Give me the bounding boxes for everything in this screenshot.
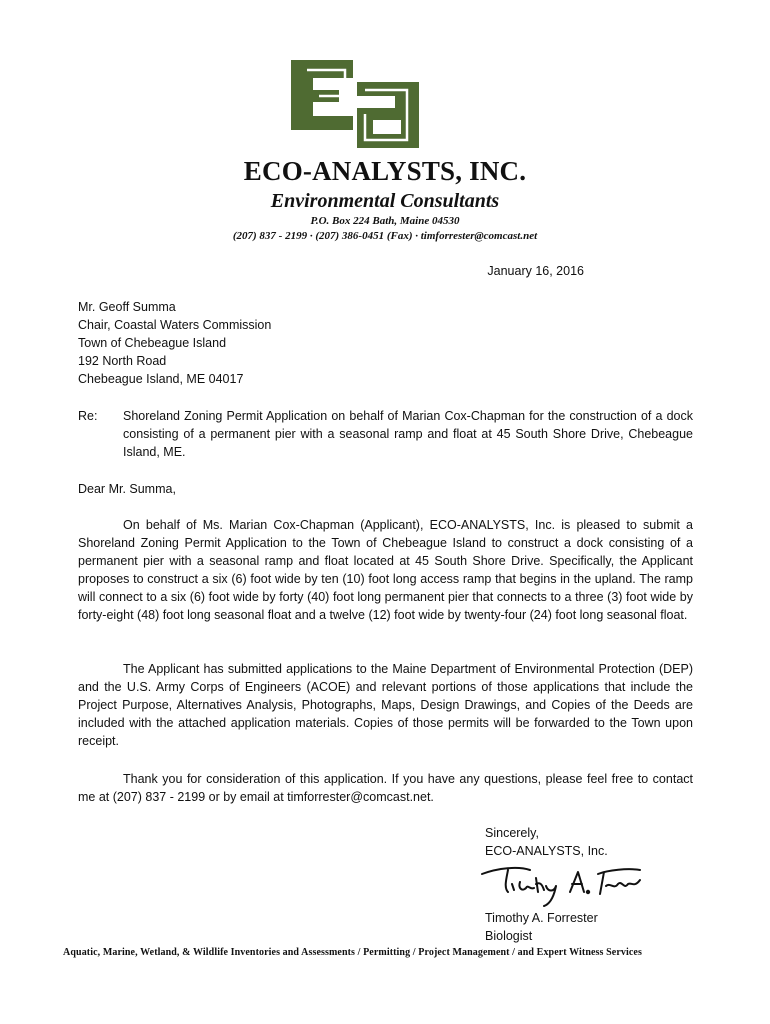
- closing-phrase: Sincerely,: [485, 826, 539, 840]
- body-paragraph: [78, 770, 693, 806]
- signer-name: Timothy A. Forrester: [485, 911, 598, 925]
- signer-block: [485, 909, 598, 945]
- recipient-line: Chebeague Island, ME 04017: [78, 372, 244, 386]
- body-paragraph-text: On behalf of Ms. Marian Cox-Chapman (Applicant), ECO-ANALYSTS, Inc. is pleased to submit a Shoreland Zoning Permit Application to the Town of Chebeague Island to construct a dock consisting of a permanent pier with a seasonal ramp and float located at 45 South Shore Drive. Specifically, the Applicant proposes to construct a six (6) foot wide by ten (10) foot long access ramp that begins in the upland. The ramp will connect to a six (6) foot wide by forty (40) foot long permanent pier that connects to a three (3) foot wide by forty-eight (48) foot long seasonal float and a twelve (12) foot wide by twenty-four (24) foot long seasonal float.: [78, 518, 693, 622]
- body-paragraph: [78, 516, 693, 624]
- recipient-address-block: [78, 298, 271, 388]
- recipient-line: 192 North Road: [78, 354, 167, 368]
- recipient-line: Town of Chebeague Island: [78, 336, 227, 350]
- logo-a-shape: [357, 82, 419, 148]
- body-paragraph: [78, 660, 693, 750]
- company-logo: [291, 60, 419, 148]
- recipient-line: Chair, Coastal Waters Commission: [78, 318, 272, 332]
- signer-title: Biologist: [485, 929, 533, 943]
- company-address: P.O. Box 224 Bath, Maine 04530: [310, 215, 460, 227]
- body-paragraph-text: The Applicant has submitted applications to the Maine Department of Environmental Protection (DEP) and the U.S. Army Corps of Engineers (ACOE) and relevant portions of those applications that include the Project Purpose, Alternatives Analysis, Photographs, Maps, Design Drawings, and Copies of the Deeds are included with the attached application materials. Copies of those permits will be forwarded to the Town upon receipt.: [78, 662, 693, 748]
- closing-company: ECO-ANALYSTS, Inc.: [485, 844, 608, 858]
- subject-label: Re:: [78, 409, 98, 423]
- company-name: ECO-ANALYSTS, INC.: [243, 156, 527, 186]
- salutation: Dear Mr. Summa,: [78, 482, 176, 496]
- company-tagline: Environmental Consultants: [270, 190, 500, 212]
- handwritten-signature: [478, 862, 648, 908]
- body-paragraph-text: Thank you for consideration of this application. If you have any questions, please feel free to contact me at (207) 837 - 2199 or by email at timforrester@comcast.net.: [78, 772, 693, 804]
- company-contact: (207) 837 - 2199 · (207) 386-0451 (Fax) · timforrester@comcast.net: [232, 230, 538, 242]
- subject-text: Shoreland Zoning Permit Application on behalf of Marian Cox-Chapman for the construction of a dock consisting of a permanent pier with a seasonal ramp and float at 45 South Shore Drive, Chebeague Island, ME.: [123, 409, 693, 459]
- recipient-line: Mr. Geoff Summa: [78, 300, 176, 314]
- closing-block: [485, 824, 608, 860]
- footer-services: Aquatic, Marine, Wetland, & Wildlife Inventories and Assessments / Permitting / Project Management / and Expert Witness Services: [63, 947, 642, 958]
- letter-date: January 16, 2016: [487, 264, 584, 278]
